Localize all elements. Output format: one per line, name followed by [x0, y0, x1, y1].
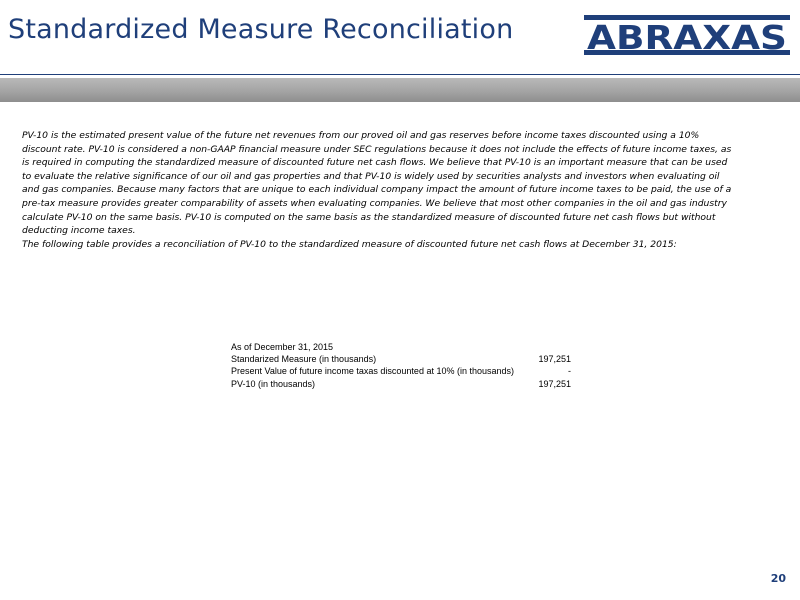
- reconciliation-table: [231, 341, 571, 390]
- paragraph-table-intro: The following table provides a reconciliation of PV-10 to the standardized measure of discounted future net cash flows at December 31, 2015:: [22, 238, 677, 250]
- abraxas-logo: [584, 12, 790, 58]
- table-heading: As of December 31, 2015: [231, 342, 334, 352]
- logo-graphic: [584, 12, 790, 58]
- page-number: 20: [770, 572, 786, 585]
- row-label: PV-10 (in thousands): [231, 378, 316, 389]
- row-label: Standarized Measure (in thousands): [231, 354, 377, 365]
- table-heading-row: [231, 341, 571, 353]
- header-bar: [0, 78, 800, 102]
- page-title: Standardized Measure Reconciliation: [8, 14, 514, 45]
- header-rule: [0, 74, 800, 75]
- description-text: [22, 129, 732, 251]
- paragraph-pv10-definition: PV-10 is the estimated present value of the future net revenues from our proved oil and gas reserves before income taxes discounted using a 10% discount rate. PV-10 is considered a non-GAAP financial measure under SEC regulations because it does not include the effects of future income taxes, as is required in computing the standardized measure of discounted future net cash flows. We believe that PV-10 is an important measure that can be used to evaluate the relative significance of our oil and gas properties and that PV-10 is widely used by securities analysts and investors when evaluating oil and gas companies. Because many factors that are unique to each individual company impact the amount of future income taxes to be paid, the use of a pre-tax measure provides greater comparability of assets when evaluating companies. We believe that most other companies in the oil and gas industry calculate PV-10 on the same basis. PV-10 is computed on the same basis as the standardized measure of discounted future net cash flows but without deducting income taxes.: [22, 130, 732, 237]
- table-row: [231, 353, 571, 365]
- row-value: 197,251: [538, 354, 571, 365]
- row-label: Present Value of future income taxas discounted at 10% (in thousands): [231, 366, 514, 377]
- row-value: -: [568, 366, 571, 377]
- table-row: [231, 378, 571, 390]
- row-value: 197,251: [538, 378, 571, 389]
- table-row: [231, 365, 571, 377]
- logo-text: ABRAXAS: [587, 18, 787, 57]
